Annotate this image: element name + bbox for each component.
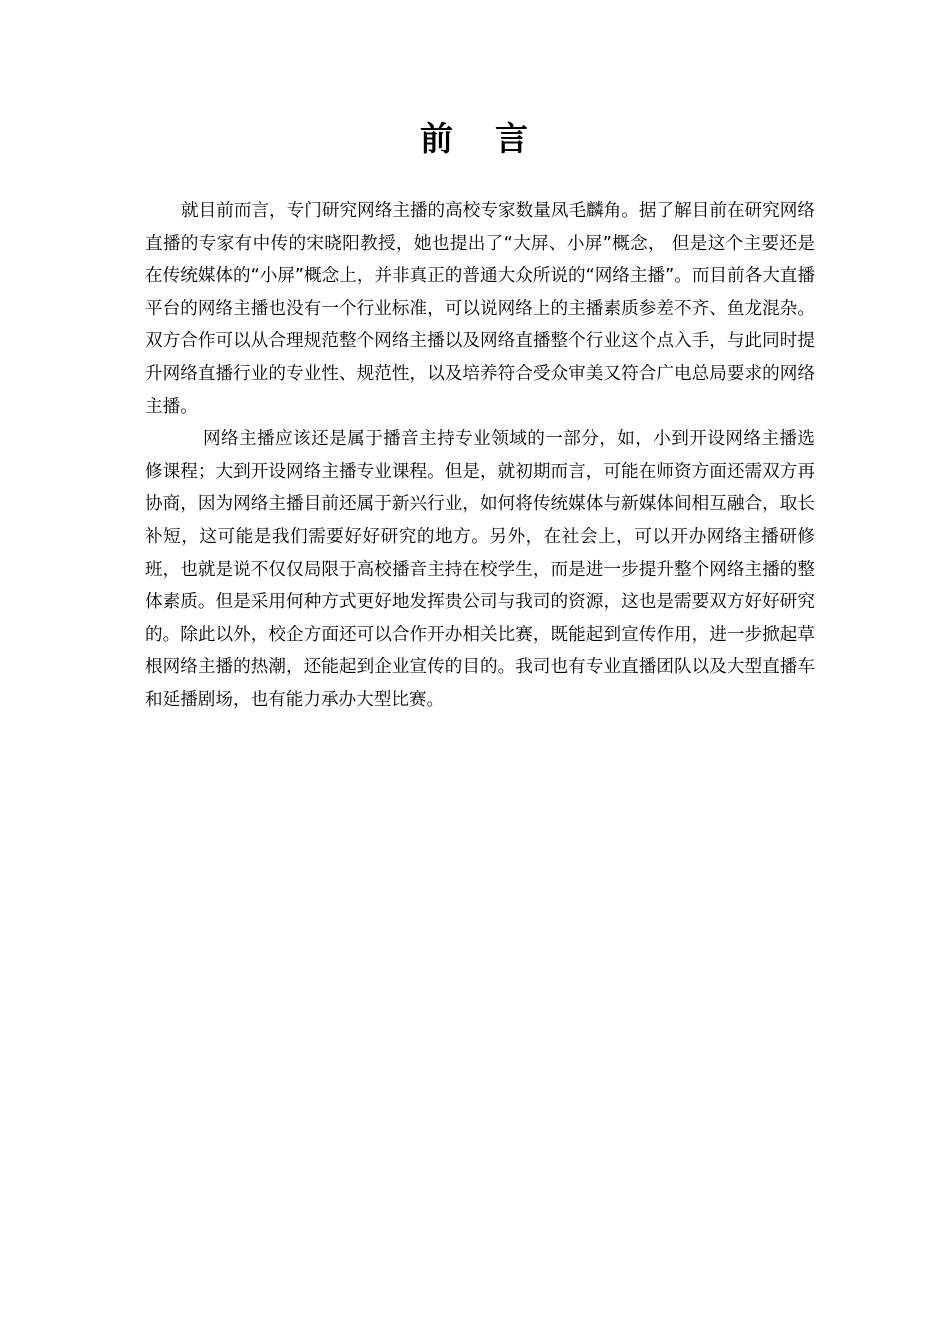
document-body <box>145 195 815 717</box>
paragraph-1: 就目前而言，专门研究网络主播的高校专家数量凤毛麟角。据了解目前在研究网络直播的专家有中传的宋晓阳教授，她也提出了“大屏、小屏”概念， 但是这个主要还是在传统媒体的“小屏”概念上，并非真正的普通大众所说的“网络主播”。而目前各大直播平台的网络主播也没有一个行业标准，可以说网络上的主播素质参差不齐、鱼龙混杂。双方合作可以从合理规范整个网络主播以及网络直播整个行业这个点入手，与此同时提升网络直播行业的专业性、规范性，以及培养符合受众审美又符合广电总局要求的网络主播。 <box>145 201 815 417</box>
page-title: 前言 <box>420 119 570 158</box>
paragraph-2: 网络主播应该还是属于播音主持专业领域的一部分，如，小到开设网络主播选修课程；大到开设网络主播专业课程。但是，就初期而言，可能在师资方面还需双方再协商，因为网络主播目前还属于新兴行业，如何将传统媒体与新媒体间相互融合，取长补短，这可能是我们需要好好研究的地方。另外，在社会上，可以开办网络主播研修班，也就是说不仅仅局限于高校播音主持在校学生，而是进一步提升整个网络主播的整体素质。但是采用何种方式更好地发挥贵公司与我司的资源，这也是需要双方好好研究的。除此以外，校企方面还可以合作开办相关比赛，既能起到宣传作用，进一步掀起草根网络主播的热潮，还能起到企业宣传的目的。我司也有专业直播团队以及大型直播车和延播剧场，也有能力承办大型比赛。 <box>145 429 815 710</box>
